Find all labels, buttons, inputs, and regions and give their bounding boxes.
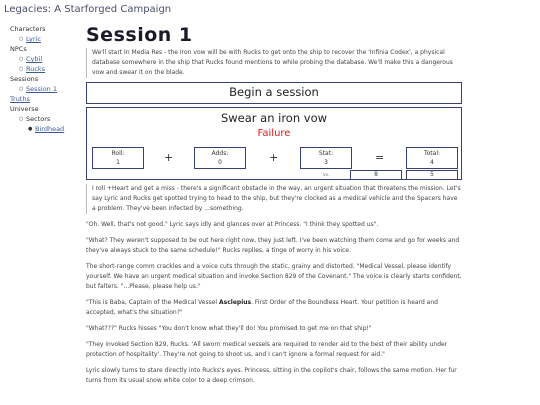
result-label: Failure (257, 128, 291, 139)
story-paragraph (86, 298, 462, 318)
story-paragraph: "Oh. Well, that's not good." Lyric says idly and glances over at Princess. "I think they spotted us". (86, 221, 379, 228)
nav-link-truths[interactable]: Truths (10, 95, 30, 103)
story-paragraph: "What???" Rucks hisses "You don't know what they'll do! You promised to get me on that ship!" (86, 325, 372, 332)
move-title: Swear an iron vow (220, 111, 328, 125)
nav-characters: Characters (10, 25, 46, 33)
stat-box (300, 147, 352, 169)
adds-box (194, 147, 246, 169)
page-title: Session 1 (86, 24, 193, 46)
roll-label: Roll: (111, 150, 125, 157)
adds-label: Adds: (211, 150, 229, 157)
challenge-die-2: 5 (406, 170, 458, 180)
iron-vow-box (86, 107, 462, 180)
nav-link-session-1[interactable]: Session 1 (26, 85, 58, 93)
text-span: . First Order of the Boundless Heart. Your petition is heard and accepted, what's the situation?" (86, 299, 438, 316)
story-paragraph: "They invoked Section 829, Rucks. 'All sworn medical vessels are required to render aid to the best of their ability under protection of hospitality'. They're not going to shoot us, and I can't ignore a formal request for aid." (86, 341, 448, 358)
nav-link-birdhead[interactable]: Birdhead (35, 125, 65, 133)
story-paragraph: The short-range comm crackles and a voice cuts through the static, grainy and distorted. "Medical Vessel, please identify yourself. We have an urgent medical situation and invoke Section 829 of the Covenant." The voice is clearly starts confident, but falters. "...Please, please help us." (86, 263, 462, 290)
disc-bullet-icon: ● (28, 126, 33, 132)
story-paragraph: Lyric slowly turns to stare directly into Rucks's eyes. Princess, sitting in the copilot's chair, follows the same motion. Her fur turns from its usual snow white color to a deep crimson. (86, 367, 457, 384)
nav-sessions: Sessions (10, 75, 39, 83)
sidebar-nav (10, 24, 64, 134)
nav-link-rucks[interactable]: Rucks (26, 65, 46, 73)
plus-sign: + (164, 151, 174, 164)
story-paragraph: "What? They weren't supposed to be out here right now, they just left. I've been watching them come and go for weeks and they've always stuck to the same schedule!" Rucks replies, a tinge of worry in his voice. (86, 237, 460, 254)
nav-link-cybil[interactable]: Cybil (26, 55, 43, 63)
nav-universe: Universe (10, 105, 39, 113)
vessel-name: Asclepius (219, 299, 252, 306)
stat-label: Stat: (318, 150, 334, 157)
main-content (86, 24, 462, 386)
vs-label: vs. (323, 173, 330, 178)
begin-session-box: Begin a session (86, 82, 462, 104)
nav-npcs: NPCs (10, 45, 27, 53)
total-value: 4 (430, 159, 434, 166)
stat-value: 3 (324, 159, 328, 166)
circle-bullet-icon: ○ (19, 56, 24, 62)
circle-bullet-icon: ○ (19, 86, 24, 92)
total-label: Total: (423, 150, 441, 157)
text-span: "This is Baba, Captain of the Medical Vessel (86, 299, 219, 306)
site-title[interactable]: Legacies: A Starforged Campaign (4, 4, 172, 15)
circle-bullet-icon: ○ (19, 66, 24, 72)
nav-sectors: Sectors (26, 115, 51, 123)
adds-value: 0 (218, 159, 222, 166)
challenge-die-1: 8 (350, 170, 402, 180)
roll-box (92, 147, 144, 169)
plus-sign: + (269, 151, 279, 164)
intro-blockquote: We'll start In Media Res - the Iron vow will be with Rucks to get onto the ship to recover the 'Infinia Codex', a physical database somewhere in the ship that Rucks found mentions to while probing the database. We'll make this a dangerous vow and swear it on the blade. (86, 48, 462, 78)
equals-sign: = (375, 151, 385, 164)
roll-note-blockquote: I roll +Heart and get a miss - there's a significant obstacle in the way, an urgent situation that threatens the mission. Let's say Lyric and Rucks get spotted trying to head to the ship, but they're clocked as a medical vehicle and the Spacers have a problem. They've been infected by ...something. (86, 184, 462, 214)
nav-link-lyric[interactable]: Lyric (26, 35, 41, 43)
circle-bullet-icon: ○ (19, 116, 24, 122)
total-box (406, 147, 458, 169)
circle-bullet-icon: ○ (19, 36, 24, 42)
roll-value: 1 (116, 159, 120, 166)
